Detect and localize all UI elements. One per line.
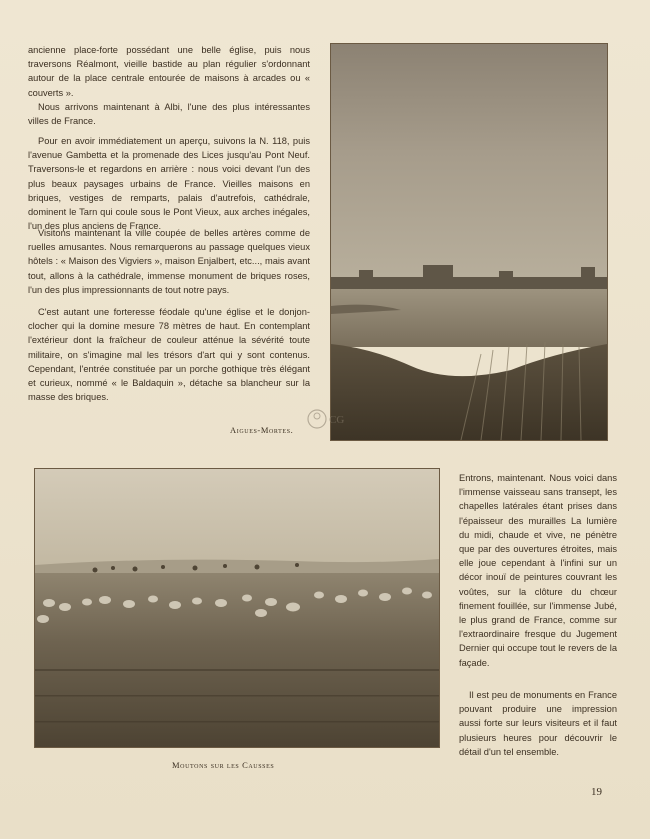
moutons-caption: Moutons sur les Causses [172,760,275,770]
stamp-text: CG [329,414,345,426]
paragraph-entrons: Entrons, maintenant. Nous voici dans l'immense vaisseau sans transept, les chapelles latérales étant prises dans l'épaisseur des murailles La lumière du midi, chaude et vive, ne pénètre que par des ouvertures étroites, mais elle joue cependant à l'infini sur un décor inouï de peintures couvrant les voûtes, sur la clôture du chœur finement fouillée, sur l'immense Jubé, le plus grand de France, comme sur l'extraordinaire fresque du Jugement Dernier qui occupe tout le revers de la façade. [459,473,617,668]
moutons-image [35,469,439,747]
aigues-mortes-photo [330,43,608,441]
paragraph-realmont: ancienne place-forte possédant une belle église, puis nous traversons Réalmont, vieille bastide au plan régulier s'ordonnant autour de la place centrale entourée de maisons à arcades ou « couverts ». [28,45,310,98]
paragraph-vieux-hotels: Visitons maintenant la ville coupée de belles artères comme de ruelles amusantes. Nous remarquerons au passage quelques vieux hôtels : « Maison des Vigviers », maison Enjalbert, etc..., mais avant tout, allons à la cathédrale, immense monument de briques roses, l'un des plus impressionnants de tout notre pays. [28,228,310,295]
paragraph-albi: Nous arrivons maintenant à Albi, l'une des plus intéressantes villes de France. [28,102,310,127]
aigues-mortes-image [331,44,607,440]
library-stamp [305,401,345,437]
page-number: 19 [591,786,602,798]
moutons-photo [34,468,440,748]
paragraph-monuments: Il est peu de monuments en France pouvant produire une impression aussi forte sur leurs visiteurs et il faut plusieurs heures pour découvrir le détail d'un tel ensemble. [459,690,617,757]
paragraph-forteresse: C'est autant une forteresse féodale qu'une église et le donjon-clocher qui la domine mesure 78 mètres de haut. En contemplant l'extérieur dont la fraîcheur de couleur atténue la sévérité toute militaire, on s'imagine mal les trésors d'art qui y sont contenus. Cependant, l'entrée constituée par un porche gothique très élégant et curieux, nommé « le Baldaquin », détache sa blancheur sur la masse des briques. [28,307,310,403]
aigues-mortes-caption: Aigues-Mortes. [230,425,294,435]
paragraph-pont-neuf: Pour en avoir immédiatement un aperçu, suivons la N. 118, puis l'avenue Gambetta et la promenade des Lices jusqu'au Pont Neuf. Traversons-le et regardons en arrière : nous voici devant l'un des plus beaux paysages urbains de France. Vieilles maisons en briques, vestiges de remparts, palais d'autrefois, cathédrale, dominent le Tarn qui coule sous le Pont Vieux, aux arches inégales, l'un des plus anciens de France. [28,136,310,232]
